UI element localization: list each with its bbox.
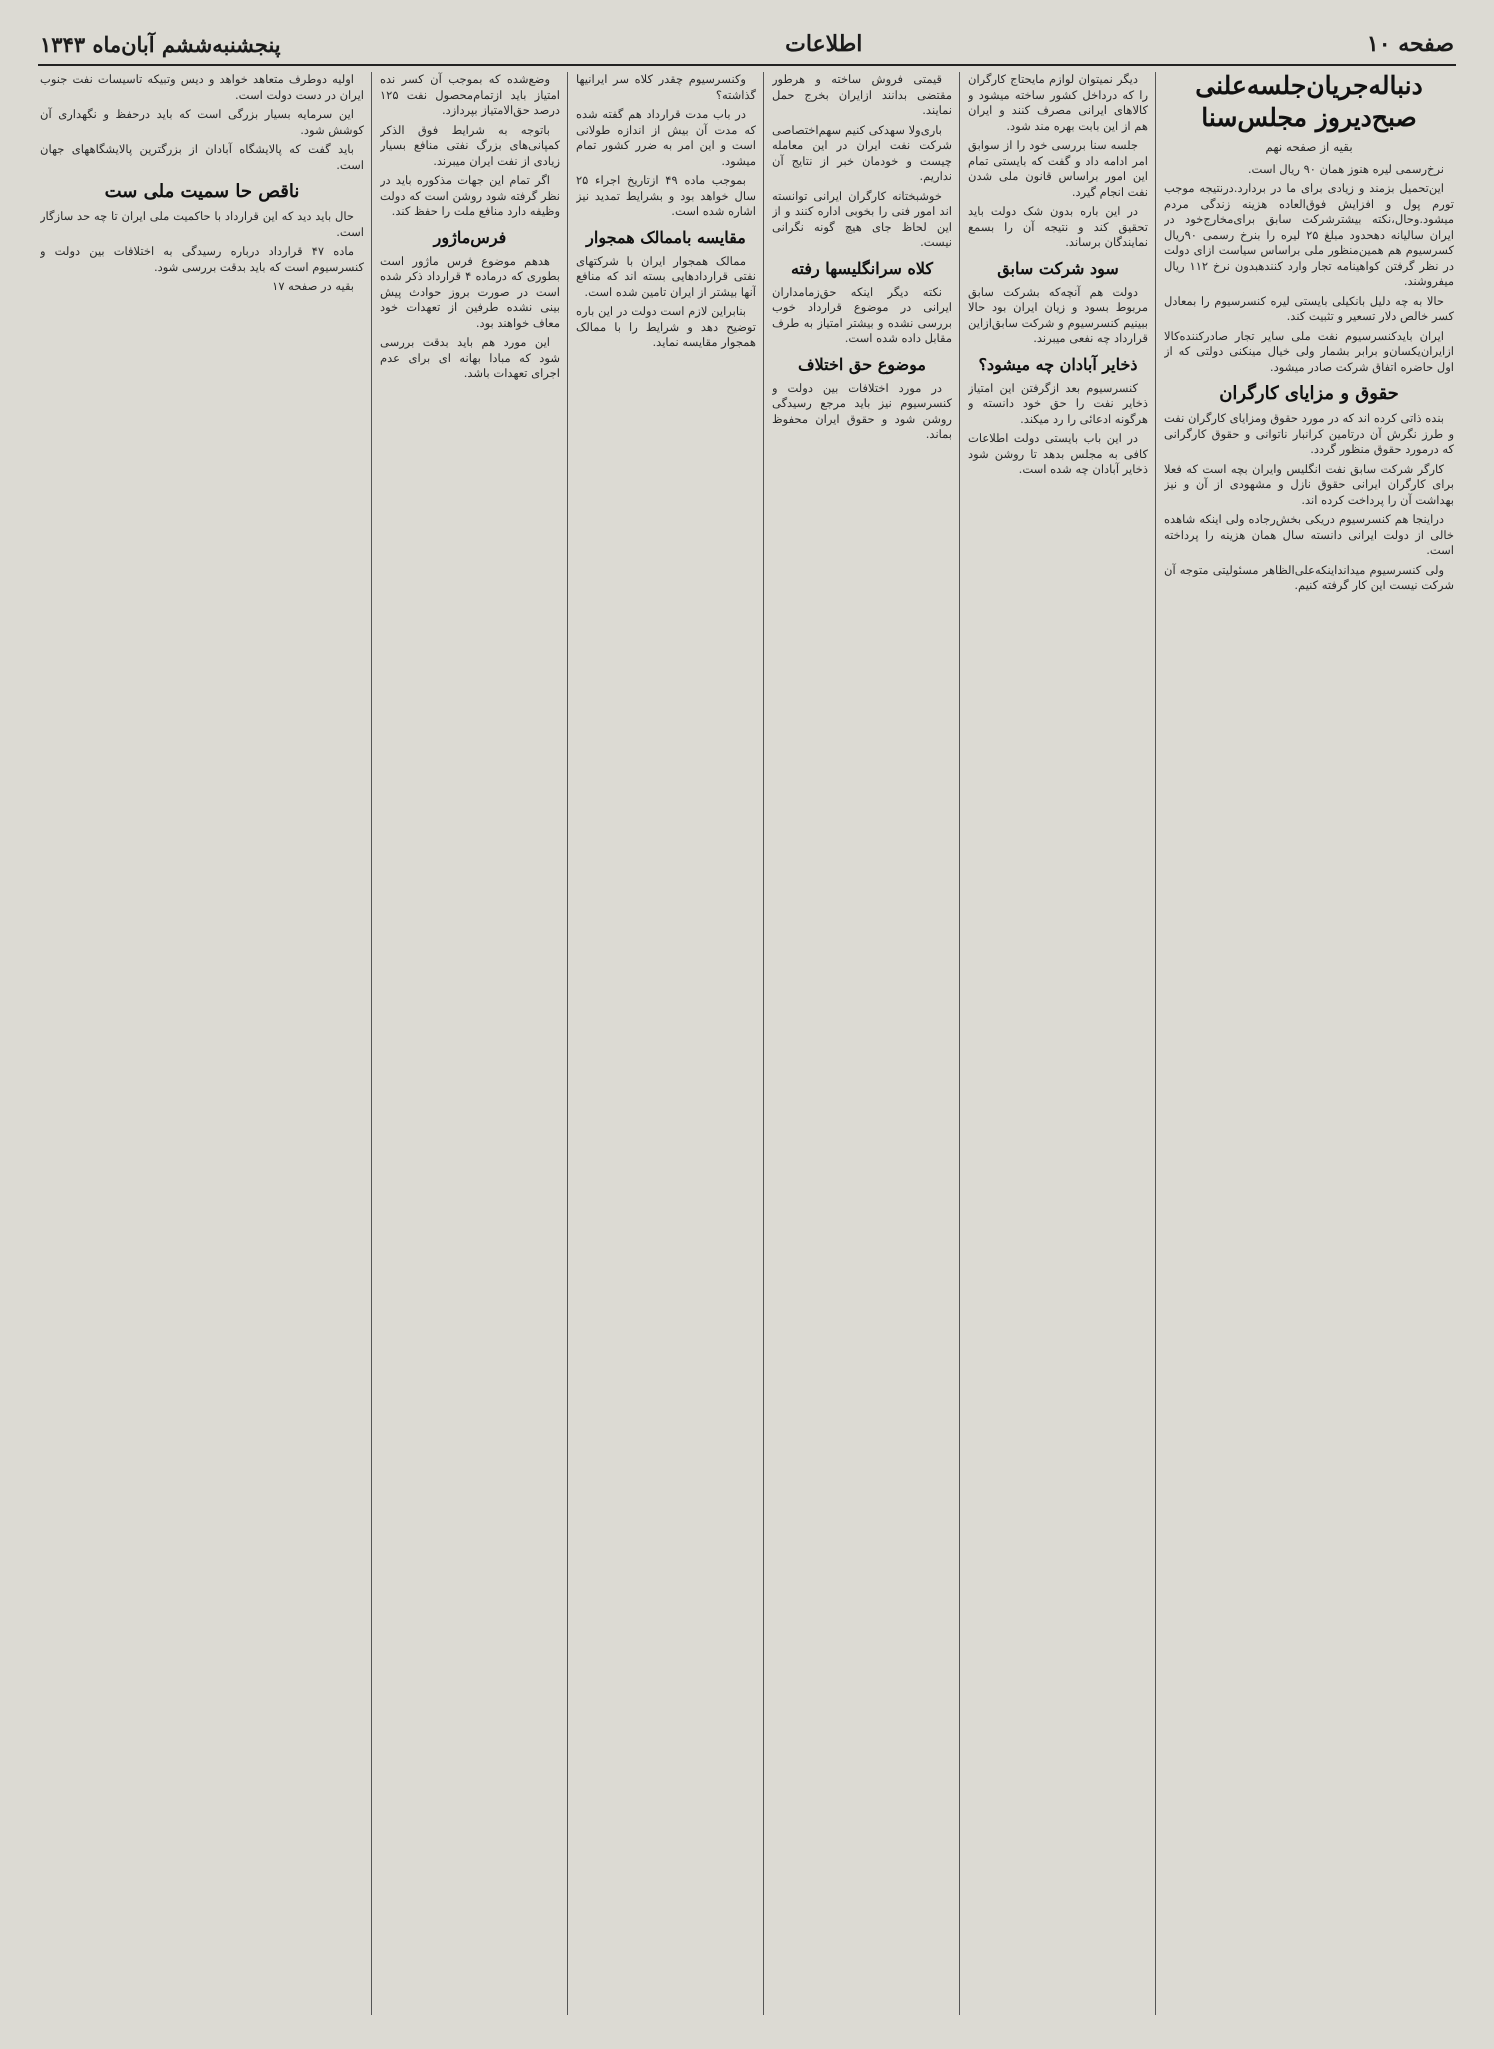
paragraph: خوشبختانه کارگران ایرانی توانسته اند امور فنی را بخوبی اداره کنند و از این لحاظ جای هیچ گونه نگرانی نیست. <box>772 188 952 249</box>
paragraph: ماده ۴۷ قرارداد درباره رسیدگی به اختلافات بین دولت و کنسرسیوم است که باید بدقت بررسی شود. <box>40 244 364 274</box>
column-2 <box>968 72 1148 2015</box>
subhead: ناقص حا سمیت ملی ست <box>104 181 300 202</box>
paragraph: اولیه دوطرف متعاهد خواهد و دیس وتبیکه تاسیسات نفت جنوب ایران در دست دولت است. <box>40 72 364 102</box>
column-5 <box>380 72 560 2015</box>
paragraph: اگر تمام این جهات مذکوره باید در نظر گرفته شود روشن است که دولت وظیفه دارد منافع ملت را حفظ کند. <box>380 173 560 218</box>
paragraph: حال باید دید که این قرارداد با حاکمیت ملی ایران تا چه حد سازگار است. <box>40 209 364 239</box>
paragraph: وکنسرسیوم چقدر کلاه سر ایرانیها گذاشته؟ <box>576 72 756 102</box>
paragraph: بموجب ماده ۴۹ ازتاریخ اجراء ۲۵ سال خواهد بود و بشرایط تمدید نیز اشاره شده است. <box>576 173 756 218</box>
paragraph: دیگر نمیتوان لوازم مایحتاج کارگران را که درداخل کشور ساخته میشود و کالاهای ایرانی مصرف کنند و ایران هم از این بابت بهره مند شود. <box>968 72 1148 133</box>
headline-continuation: بقیه از صفحه نهم <box>1265 140 1353 154</box>
paragraph: کنسرسیوم بعد ازگرفتن این امتیاز ذخایر نفت را حق خود دانسته و هرگونه ادعائی را رد میکند. <box>968 380 1148 426</box>
page-number: صفحه ۱۰ <box>1366 31 1454 57</box>
header-rule <box>38 64 1456 66</box>
subhead: ذخایر آبادان چه میشود؟ <box>978 354 1138 374</box>
subhead: فرس‌ماژور <box>433 227 507 247</box>
paragraph: ممالک همجوار ایران با شرکتهای نفتی قراردادهایی بسته اند که منافع آنها بیشتر از ایران تامین شده است. <box>576 253 756 299</box>
column-4 <box>576 72 756 2015</box>
paragraph: در این باب بایستی دولت اطلاعات کافی به مجلس بدهد تا روشن شود ذخایر آبادان چه شده است. <box>968 431 1148 476</box>
paragraph: دراینجا هم کنسرسیوم دریکی بخش‌رجاده ولی اینکه شاهده خالی از دولت ایرانی دانسته سال همان هزینه را پرداخته است. <box>1164 512 1454 557</box>
paragraph: بقیه در صفحه ۱۷ <box>272 279 354 293</box>
column-divider <box>567 72 568 2015</box>
paragraph: بنده ذاتی کرده اند که در مورد حقوق ومزایای کارگران نفت و طرز نگرش آن درتامین کرانبار ناتوانی و حقوق کارگرانی که درمورد حقوق منظور گردد. <box>1164 411 1454 456</box>
column-3 <box>772 72 952 2015</box>
subhead: موضوع حق اختلاف <box>798 354 926 374</box>
column-divider <box>371 72 372 2015</box>
paragraph: در باب مدت قرارداد هم گفته شده که مدت آن بیش از اندازه طولانی است و این امر به ضرر کشور تمام میشود. <box>576 107 756 168</box>
column-6 <box>40 72 364 2015</box>
page-header <box>40 28 1454 60</box>
paragraph: وضع‌شده که بموجب آن کسر نده امتیاز باید ازتمام‌محصول نفت ۱۲۵ درصد حق‌الامتیاز بپردازد. <box>380 72 560 117</box>
paragraph: دولت هم آنچه‌که بشرکت سابق مربوط بسود و زیان ایران بود حالا ببینیم کنسرسیوم و شرکت سابق‌ازاین قرارداد چه نفعی میبرند. <box>968 284 1148 345</box>
paragraph: نکته دیگر اینکه حق‌زمامداران ایرانی در موضوع قرارداد خوب بررسی نشده و بیشتر امتیاز به طرف مقابل داده شده است. <box>772 284 952 345</box>
paragraph: در این باره بدون شک دولت باید تحقیق کند و نتیجه آن را بسمع نمایندگان برساند. <box>968 204 1148 249</box>
paragraph: این‌تحمیل بزمند و زیادی برای ما در بردارد.درنتیجه موجب تورم پول و افزایش فوق‌العاده هزینه زندگی مردم میشود.وحال،نکته بیشترشرکت سابق برای‌مخارج‌خود در ایران سالیانه دهحدود مبلغ ۲۵ لیره را بنرخ رسمی ۹۰ریال کسرسیوم هم همین‌منظور ملی براساس سیاست ازای دولت در نظر گرفتن کواهینامه تجار وارد کنندهبدون نرخ ۱۱۲ ریال میفروشند. <box>1164 181 1454 288</box>
paragraph: ولی کنسرسیوم میداند‌اینکه‌علی‌الظاهر مسئولیتی متوجه آن شرکت نیست این کار گرفته کنیم. <box>1164 562 1454 592</box>
paragraph: در مورد اختلافات بین دولت و کنسرسیوم نیز باید مرجع رسیدگی روشن شود و حقوق ایران محفوظ بماند. <box>772 380 952 441</box>
subhead: مقایسه باممالک همجوار <box>586 227 746 247</box>
subhead: کلاه سرانگلیسها رفته <box>790 258 934 278</box>
newspaper-name: اطلاعات <box>785 31 863 57</box>
paragraph: قیمتی فروش ساخته و هرطور مقتضی بدانند ازایران بخرج حمل نمایند. <box>772 72 952 117</box>
paragraph: بنابراین لازم است دولت در این باره توضیح دهد و شرایط را با ممالک همجوار مقایسه نماید. <box>576 304 756 349</box>
headline: دنباله‌جریان‌جلسه‌علنی صبح‌دیروز مجلس‌سنا <box>1195 71 1423 132</box>
paragraph: نرخ‌رسمی لیره هنوز همان ۹۰ ریال است. <box>1247 161 1444 176</box>
paragraph: کارگر شرکت سابق نفت انگلیس وایران بچه است که فعلا برای کارگران ایرانی حقوق نازل و مشهودی از آن و نیز بهداشت آن را پرداخت کرده اند. <box>1164 461 1454 507</box>
paragraph: باری‌ولا سهدکی کنیم سهم‌اختصاصی شرکت نفت ایران در این معامله چیست و خودمان خبر از نتایج آن نداریم. <box>772 122 952 183</box>
paragraph: باید گفت که پالایشگاه آبادان از بزرگترین پالایشگاههای جهان است. <box>40 142 364 172</box>
paragraph: حالا به چه دلیل بانکیلی بایستی لیره کنسرسیوم را بمعادل کسر خالص دلار تسعیر و تثبیت کند. <box>1164 293 1454 323</box>
subhead: حقوق و مزایای کارگران <box>1219 383 1399 404</box>
paragraph: هدهم موضوع فرس ماژور است بطوری که درماده ۴ قرارداد ذکر شده است در صورت بروز حوادث پیش بینی نشده طرفین از تعهدات خود معاف خواهند بود. <box>380 253 560 330</box>
issue-date: پنجشنبه‌ششم آبان‌ماه ۱۳۴۳ <box>40 31 281 57</box>
paragraph: ایران بایدکنسرسیوم نفت ملی سایر تجار صادرکننده‌کالا ازایران‌یکسان‌و برابر بشمار ولی خیال مینکنی دولتی که از اول حاضره اتفاق شرکت صادر میشود. <box>1164 328 1454 374</box>
paragraph: این سرمایه بسیار بزرگی است که باید درحفظ و نگهداری آن کوشش شود. <box>40 107 364 137</box>
column-divider <box>959 72 960 2015</box>
paragraph: جلسه سنا بررسی خود را از سوابق امر ادامه داد و گفت که بایستی تمام این امور براساس قانون ملی شدن نفت انجام گیرد. <box>968 138 1148 199</box>
column-1 <box>1164 70 1454 2015</box>
column-divider <box>763 72 764 2015</box>
paragraph: باتوجه به شرایط فوق الذکر کمپانی‌های بزرگ نفتی منافع بسیار زیادی از نفت ایران میبرند. <box>380 122 560 168</box>
subhead: سود شرکت سابق <box>997 258 1119 278</box>
column-divider <box>1155 72 1156 2015</box>
paragraph: این مورد هم باید بدقت بررسی شود که مبادا بهانه ای برای عدم اجرای تعهدات باشد. <box>380 335 560 380</box>
